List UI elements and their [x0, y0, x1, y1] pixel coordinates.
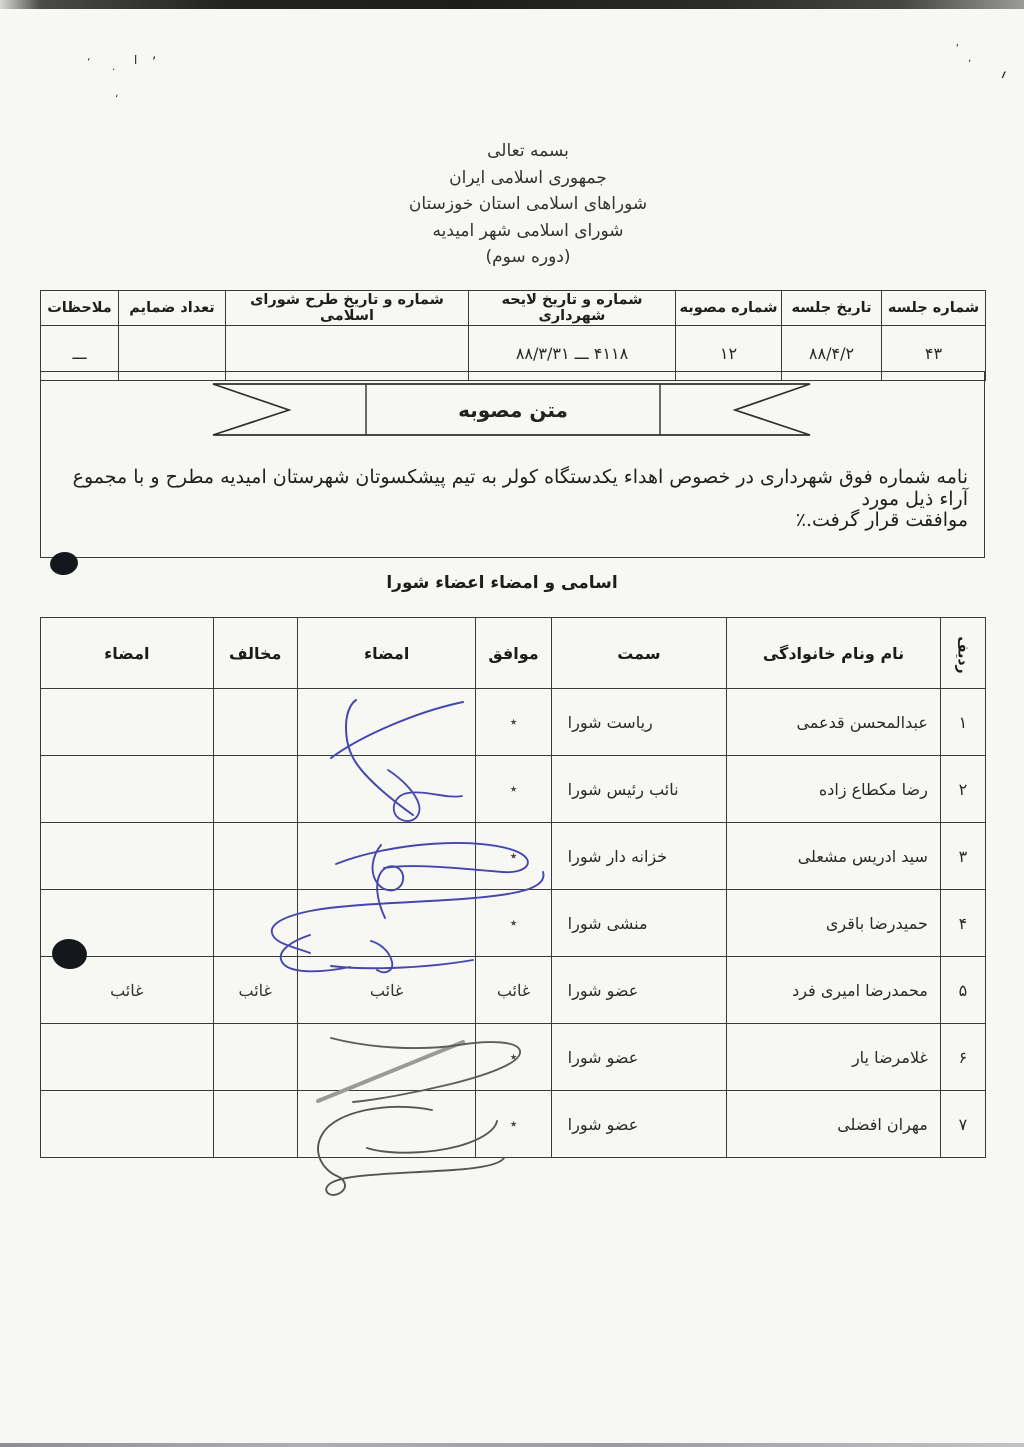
letterhead — [0, 138, 1024, 271]
scan-bottom-edge — [0, 1443, 1024, 1447]
cell-member-name: سید ادریس مشعلی — [727, 823, 941, 890]
members-table — [40, 617, 986, 1158]
member-row-4 — [41, 890, 986, 957]
cell-signature-agree — [297, 689, 476, 756]
cell-agree-mark: ٭ — [476, 756, 551, 823]
cell-row-no: ۷ — [940, 1091, 985, 1158]
cell-agree-mark: ٭ — [476, 1024, 551, 1091]
members-header-oppose: مخالف — [213, 618, 297, 689]
cell-agree-mark: غائب — [476, 957, 551, 1024]
cell-oppose-mark — [213, 1024, 297, 1091]
letterhead-country: جمهوری اسلامی ایران — [449, 167, 607, 188]
cell-signature-oppose — [41, 1091, 214, 1158]
cell-signature-agree — [297, 823, 476, 890]
meta-header-row — [41, 291, 986, 326]
cell-oppose-mark — [213, 1091, 297, 1158]
meta-header-attachments: تعداد ضمایم — [119, 291, 226, 326]
cell-signature-oppose — [41, 823, 214, 890]
cell-row-no: ۶ — [940, 1024, 985, 1091]
cell-oppose-mark — [213, 689, 297, 756]
ink-speck: ' — [84, 56, 91, 69]
members-header-signature-oppose: امضاء — [41, 618, 214, 689]
cell-member-name: مهران افضلی — [727, 1091, 941, 1158]
members-header-agree: موافق — [476, 618, 551, 689]
resolution-text-line-1: نامه شماره فوق شهرداری در خصوص اهداء یکدستگاه کولر به تیم پیشکسوتان شهرستان امیدیه مطرح و با مجموع آراء ذیل مورد — [72, 466, 968, 510]
resolution-text-line-2: موافقت قرار گرفت.٪ — [795, 509, 968, 531]
member-row-5 — [41, 957, 986, 1024]
meta-header-remarks: ملاحظات — [41, 291, 119, 326]
ink-speck: ؍ — [1000, 67, 1008, 82]
cell-signature-agree — [297, 1024, 476, 1091]
cell-signature-oppose: غائب — [41, 957, 214, 1024]
cell-signature-agree — [297, 890, 476, 957]
ink-speck: ٬ — [152, 55, 157, 70]
cell-member-name: حمیدرضا باقری — [727, 890, 941, 957]
meta-header-resolution-no: شماره مصوبه — [676, 291, 782, 326]
cell-member-position: منشی شورا — [551, 890, 727, 957]
cell-agree-mark: ٭ — [476, 1091, 551, 1158]
cell-signature-agree — [297, 1091, 476, 1158]
member-row-7 — [41, 1091, 986, 1158]
cell-signature-agree: غائب — [297, 957, 476, 1024]
meta-header-session-no: شماره جلسه — [882, 291, 986, 326]
cell-member-name: غلامرضا یار — [727, 1024, 941, 1091]
scan-top-edge — [0, 0, 1024, 9]
cell-row-no: ۳ — [940, 823, 985, 890]
cell-member-name: رضا مکطاع زاده — [727, 756, 941, 823]
ink-speck: ا — [134, 53, 138, 67]
meta-header-council-plan: شماره و تاریخ طرح شورای اسلامی — [226, 291, 469, 326]
members-header-position: سمت — [551, 618, 727, 689]
ink-speck: ، — [115, 89, 119, 100]
cell-member-position: عضو شورا — [551, 1091, 727, 1158]
cell-member-name: عبدالمحسن قدعمی — [727, 689, 941, 756]
cell-row-no: ۱ — [940, 689, 985, 756]
session-meta-table — [40, 290, 986, 381]
cell-signature-oppose — [41, 689, 214, 756]
cell-member-position: عضو شورا — [551, 1024, 727, 1091]
members-header-row-no — [940, 618, 985, 689]
cell-member-name: محمدرضا امیری فرد — [727, 957, 941, 1024]
letterhead-basmala: بسمه تعالی — [487, 141, 569, 161]
meta-value-remarks: ـــ — [41, 326, 119, 381]
meta-value-municipality-bill: ۴۱۱۸ ـــ ۸۸/۳/۳۱ — [469, 326, 676, 381]
cell-row-no: ۵ — [940, 957, 985, 1024]
cell-agree-mark: ٭ — [476, 823, 551, 890]
cell-oppose-mark — [213, 823, 297, 890]
cell-oppose-mark: غائب — [213, 957, 297, 1024]
members-section-title: اسامی و امضاء اعضاء شورا — [386, 573, 618, 593]
cell-member-position: ریاست شورا — [551, 689, 727, 756]
cell-member-position: عضو شورا — [551, 957, 727, 1024]
row-no-rotated-label: ردیف — [954, 635, 971, 674]
meta-value-session-date: ۸۸/۴/۲ — [782, 326, 882, 381]
member-row-2 — [41, 756, 986, 823]
letterhead-term: (دوره سوم) — [485, 247, 571, 267]
meta-header-session-date: تاریخ جلسه — [782, 291, 882, 326]
cell-signature-agree — [297, 756, 476, 823]
members-header-signature-agree: امضاء — [297, 618, 476, 689]
cell-agree-mark: ٭ — [476, 890, 551, 957]
members-header-row — [41, 618, 986, 689]
member-row-6 — [41, 1024, 986, 1091]
cell-row-no: ۲ — [940, 756, 985, 823]
member-row-3 — [41, 823, 986, 890]
cell-member-position: نائب رئیس شورا — [551, 756, 727, 823]
cell-member-position: خزانه دار شورا — [551, 823, 727, 890]
ink-speck: ' — [953, 42, 960, 55]
cell-oppose-mark — [213, 756, 297, 823]
letterhead-province-councils: شوراهای اسلامی استان خوزستان — [408, 194, 648, 214]
cell-agree-mark: ٭ — [476, 689, 551, 756]
resolution-banner-title: متن مصوبه — [458, 398, 568, 422]
letterhead-city-council: شورای اسلامی شهر امیدیه — [432, 220, 624, 241]
cell-oppose-mark — [213, 890, 297, 957]
ink-speck: · — [112, 65, 116, 76]
cell-row-no: ۴ — [940, 890, 985, 957]
meta-value-session-no: ۴۳ — [882, 326, 986, 381]
member-row-1 — [41, 689, 986, 756]
ink-speck: ٬ — [968, 59, 972, 70]
cell-signature-oppose — [41, 756, 214, 823]
members-header-name: نام ونام خانوادگی — [727, 618, 941, 689]
meta-header-municipality-bill: شماره و تاریخ لایحه شهرداری — [469, 291, 676, 326]
cell-signature-oppose — [41, 1024, 214, 1091]
meta-value-resolution-no: ۱۲ — [676, 326, 782, 381]
